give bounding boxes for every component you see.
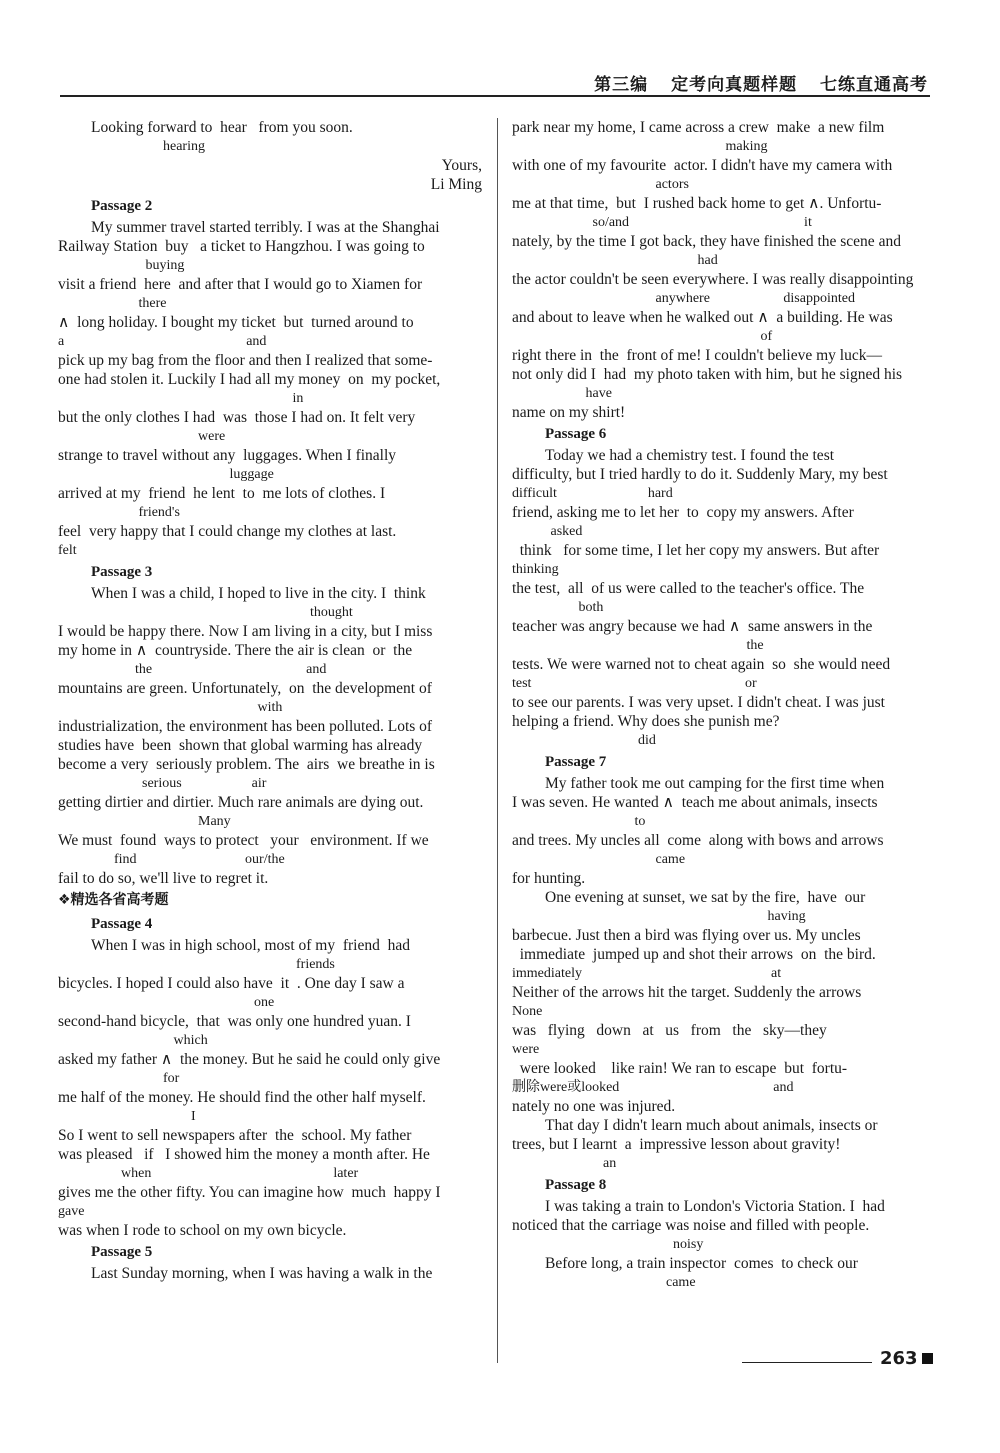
text-line: We must found ways to protect your environment. If we bbox=[58, 832, 429, 849]
correction-line: so/and it bbox=[512, 215, 812, 230]
text-line: I would be happy there. Now I am living in a city, but I miss bbox=[58, 623, 433, 640]
correction-line: find our/the bbox=[58, 852, 285, 867]
correction-line: which bbox=[58, 1033, 208, 1048]
text-line: strange to travel without any luggages. When I finally bbox=[58, 447, 397, 464]
text-line: fail to do so, we'll live to regret it. bbox=[58, 870, 269, 887]
page-number: 263 bbox=[880, 1348, 918, 1369]
correction-line: asked bbox=[512, 524, 583, 539]
text-line: Today we had a chemistry test. I found the test bbox=[545, 447, 835, 464]
correction-line: the and bbox=[58, 662, 327, 677]
text-line: immediate jumped up and shot their arrows on the bird. bbox=[512, 946, 876, 963]
correction-line: test or bbox=[512, 676, 757, 691]
page-header bbox=[578, 70, 928, 95]
text-line: visit a friend here and after that I would go to Xiamen for bbox=[58, 276, 423, 293]
passage-heading: Passage 7 bbox=[545, 754, 607, 770]
text-line: friend, asking me to let her to copy my answers. After bbox=[512, 504, 854, 521]
text-line: for hunting. bbox=[512, 870, 586, 887]
correction-line: Many bbox=[58, 814, 231, 829]
text-line: nately, by the time I got back, they have finished the scene and bbox=[512, 233, 901, 250]
correction-line: noisy bbox=[512, 1237, 704, 1252]
text-line: feel very happy that I could change my clothes at last. bbox=[58, 523, 397, 540]
text-line: was when I rode to school on my own bicycle. bbox=[58, 1222, 347, 1239]
correction-line: with bbox=[58, 700, 283, 715]
passage-heading: Passage 2 bbox=[91, 198, 153, 214]
correction-line: were bbox=[512, 1042, 540, 1057]
text-line: name on my shirt! bbox=[512, 404, 626, 421]
text-line: nately no one was injured. bbox=[512, 1098, 676, 1115]
text-line: think for some time, I let her copy my answers. But after bbox=[512, 542, 880, 559]
text-line: Railway Station buy a ticket to Hangzhou. I was going to bbox=[58, 238, 425, 255]
text-line: become a very seriously problem. The airs we breathe in is bbox=[58, 756, 435, 773]
text-line: pick up my bag from the floor and then I realized that some- bbox=[58, 352, 433, 369]
text-line: studies have been shown that global warming has already bbox=[58, 737, 423, 754]
text-line: ∧ long holiday. I bought my ticket but turned around to bbox=[58, 314, 414, 331]
correction-line: having bbox=[512, 909, 806, 924]
text-line: and trees. My uncles all come along with bows and arrows bbox=[512, 832, 884, 849]
text-line: arrived at my friend he lent to me lots of clothes. I bbox=[58, 485, 386, 502]
text-line: My summer travel started terribly. I was at the Shanghai bbox=[91, 219, 440, 236]
correction-line: gave bbox=[58, 1204, 85, 1219]
header-subtitle: 七练直通高考 bbox=[820, 75, 928, 95]
text-line: the actor couldn't be seen everywhere. I was really disappointing bbox=[512, 271, 914, 288]
text-line: Last Sunday morning, when I was having a walk in the bbox=[91, 1265, 433, 1282]
correction-line: difficult hard bbox=[512, 486, 673, 501]
text-line: helping a friend. Why does she punish me? bbox=[512, 713, 780, 730]
passage-heading: Passage 6 bbox=[545, 426, 607, 442]
text-line: was flying down at us from the sky—they bbox=[512, 1022, 827, 1039]
text-line: teacher was angry because we had ∧ same answers in the bbox=[512, 618, 873, 635]
text-line: to see our parents. I was very upset. I didn't cheat. I was just bbox=[512, 694, 885, 711]
correction-line: felt bbox=[58, 543, 77, 558]
text-line: I was taking a train to London's Victoria Station. I had bbox=[545, 1198, 885, 1215]
text-line: right there in the front of me! I couldn't believe my luck— bbox=[512, 347, 882, 364]
header-rule bbox=[60, 95, 930, 97]
text-line: industrialization, the environment has been polluted. Lots of bbox=[58, 718, 433, 735]
text-line: getting dirtier and dirtier. Much rare animals are dying out. bbox=[58, 794, 424, 811]
header-section: 定考向真题样题 bbox=[671, 75, 798, 95]
correction-line: actors bbox=[512, 177, 689, 192]
text-line: tests. We were warned not to cheat again so she would need bbox=[512, 656, 891, 673]
correction-line: 删除were或looked and bbox=[512, 1080, 794, 1095]
correction-line: I bbox=[58, 1109, 196, 1124]
header-part: 第三编 bbox=[594, 75, 649, 95]
right-column bbox=[512, 118, 936, 1292]
correction-line: in bbox=[58, 391, 304, 406]
passage-heading: Passage 8 bbox=[545, 1177, 607, 1193]
text-line: mountains are green. Unfortunately, on the development of bbox=[58, 680, 432, 697]
text-line: me half of the money. He should find the other half myself. bbox=[58, 1089, 426, 1106]
text-line: but the only clothes I had was those I had on. It felt very bbox=[58, 409, 416, 426]
text-line: my home in ∧ countryside. There the air is clean or the bbox=[58, 642, 413, 659]
correction-line: have bbox=[512, 386, 612, 401]
text-line: and about to leave when he walked out ∧ a building. He was bbox=[512, 309, 893, 326]
text-line: me at that time, but I rushed back home to get ∧. Unfortu- bbox=[512, 195, 882, 212]
correction-line: friend's bbox=[58, 505, 180, 520]
signature-line: Yours, bbox=[441, 157, 482, 174]
correction-line: came bbox=[512, 1275, 696, 1290]
correction-line: to bbox=[512, 814, 646, 829]
text-line: was pleased if I showed him the money a month after. He bbox=[58, 1146, 430, 1163]
page-marker-square bbox=[922, 1353, 933, 1364]
text-line: with one of my favourite actor. I didn't have my camera with bbox=[512, 157, 893, 174]
correction-line: friends bbox=[58, 957, 335, 972]
text-line: I was seven. He wanted ∧ teach me about animals, insects bbox=[512, 794, 878, 811]
text-line: When I was a child, I hoped to live in the city. I think bbox=[91, 585, 426, 602]
text-line: bicycles. I hoped I could also have it . One day I saw a bbox=[58, 975, 405, 992]
correction-line: one bbox=[58, 995, 275, 1010]
text-line: Looking forward to hear from you soon. bbox=[91, 119, 353, 136]
text-line: not only did I had my photo taken with him, but he signed his bbox=[512, 366, 903, 383]
text-line: gives me the other fifty. You can imagine how much happy I bbox=[58, 1184, 441, 1201]
correction-line: there bbox=[58, 296, 167, 311]
correction-line: an bbox=[512, 1156, 617, 1171]
correction-line: when later bbox=[58, 1166, 359, 1181]
section-title: ❖精选各省高考题 bbox=[58, 892, 169, 908]
correction-line: both bbox=[512, 600, 604, 615]
text-line: So I went to sell newspapers after the school. My father bbox=[58, 1127, 412, 1144]
correction-line: hearing bbox=[58, 139, 205, 154]
passage-heading: Passage 3 bbox=[91, 564, 153, 580]
text-line: the test, all of us were called to the teacher's office. The bbox=[512, 580, 865, 597]
correction-line: the bbox=[512, 638, 764, 653]
correction-line: thought bbox=[58, 605, 353, 620]
text-line: asked my father ∧ the money. But he said he could only give bbox=[58, 1051, 441, 1068]
correction-line: had bbox=[512, 253, 718, 268]
correction-line: immediately at bbox=[512, 966, 782, 981]
correction-line: a and bbox=[58, 334, 267, 349]
correction-line: making bbox=[512, 139, 768, 154]
text-line: Before long, a train inspector comes to check our bbox=[545, 1255, 858, 1272]
correction-line: were bbox=[58, 429, 226, 444]
text-line: second-hand bicycle, that was only one hundred yuan. I bbox=[58, 1013, 411, 1030]
correction-line: of bbox=[512, 329, 773, 344]
correction-line: thinking bbox=[512, 562, 559, 577]
signature-line: Li Ming bbox=[430, 176, 482, 193]
correction-line: came bbox=[512, 852, 686, 867]
text-line: When I was in high school, most of my friend had bbox=[91, 937, 410, 954]
text-line: My father took me out camping for the first time when bbox=[545, 775, 885, 792]
correction-line: luggage bbox=[58, 467, 274, 482]
correction-line: None bbox=[512, 1004, 543, 1019]
correction-line: did bbox=[512, 733, 656, 748]
text-line: difficulty, but I tried hardly to do it. Suddenly Mary, my best bbox=[512, 466, 888, 483]
correction-line: serious air bbox=[58, 776, 267, 791]
correction-line: for bbox=[58, 1071, 180, 1086]
text-line: One evening at sunset, we sat by the fire, have our bbox=[545, 889, 866, 906]
text-line: park near my home, I came across a crew make a new film bbox=[512, 119, 885, 136]
text-line: one had stolen it. Luckily I had all my money on my pocket, bbox=[58, 371, 441, 388]
passage-heading: Passage 5 bbox=[91, 1244, 153, 1260]
passage-heading: Passage 4 bbox=[91, 916, 153, 932]
text-line: trees, but I learnt a impressive lesson about gravity! bbox=[512, 1136, 841, 1153]
correction-line: anywhere disappointed bbox=[512, 291, 855, 306]
column-divider bbox=[497, 118, 498, 1363]
text-line: That day I didn't learn much about animals, insects or bbox=[545, 1117, 878, 1134]
footer-rule bbox=[742, 1362, 872, 1363]
correction-line: buying bbox=[58, 258, 185, 273]
text-line: barbecue. Just then a bird was flying over us. My uncles bbox=[512, 927, 861, 944]
text-line: Neither of the arrows hit the target. Suddenly the arrows bbox=[512, 984, 862, 1001]
left-column bbox=[58, 118, 482, 1283]
text-line: noticed that the carriage was noise and filled with people. bbox=[512, 1217, 870, 1234]
text-line: were looked like rain! We ran to escape but fortu- bbox=[512, 1060, 848, 1077]
